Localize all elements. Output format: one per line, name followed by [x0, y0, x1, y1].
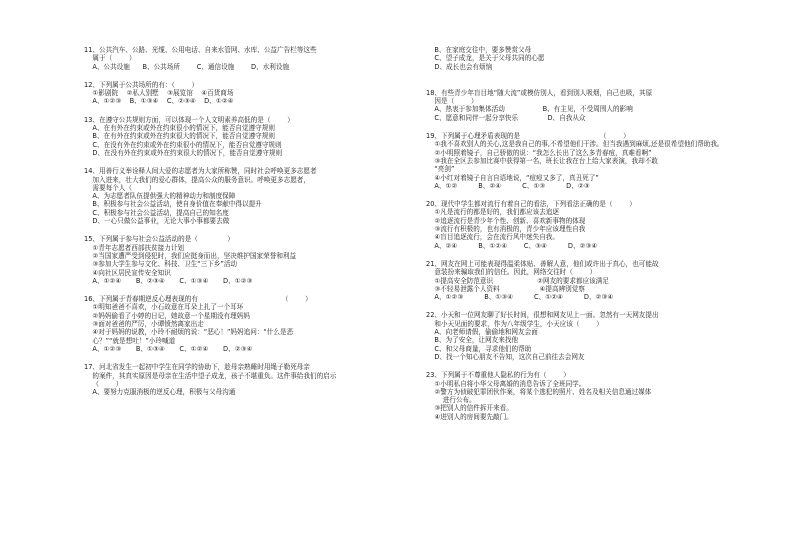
question-line: B、在家庭交往中，要多赞赏父母: [426, 46, 532, 54]
question-q20: [426, 200, 746, 250]
question-q19: [426, 132, 746, 190]
question-line: ④对于妈妈的说教，小玲不耐烦的说：“恶心！”妈妈追问：“什么是恶: [84, 328, 294, 337]
question-line: “亮剑”: [426, 165, 455, 174]
question-line: ③参加大学生参与文化、科技、卫生“三下乡”活动: [84, 260, 238, 269]
question-line: 11、公共汽车、公路、光缆、公用电话、自来水管网、水库、公益广告栏等这些: [84, 46, 317, 54]
question-q16: [84, 295, 396, 353]
question-line: B、积极参与社会公益活动，使自身价值在奉献中得以提升: [84, 200, 262, 209]
question-line: D、成长也会有烦恼: [426, 62, 493, 71]
question-line: A、①②④ B、②③④ C、①③④ D、①②③: [84, 276, 253, 285]
right-column: [426, 36, 746, 421]
question-line: 的案件，其真实原因是母亲在生活中望子成龙，孩子不堪重负。这件事给我们的启示: [84, 371, 337, 380]
question-line: ④小红对着镜子自言自语地说，“痘痘又多了，真丑死了”: [426, 173, 599, 182]
question-line: 进行公布。: [426, 396, 476, 405]
question-line: A、在有外在约束或外在约束很小的情况下，能否自觉遵守规则: [84, 124, 275, 133]
question-line: D、一心只做公益事业，无论大事小事都要去做: [84, 217, 230, 226]
question-line: 22、小天和一位网友聊了好长时间，很想和网友见上一面。忽然有一天网友提出: [426, 311, 659, 320]
left-column: [84, 36, 396, 396]
question-line: ④进别人的房间要先敲门。: [426, 412, 513, 421]
question-q13: [84, 116, 396, 157]
question-line: C、愿意和同伴一起分享快乐 D、自我从众: [426, 113, 586, 122]
question-line: ③不轻易泄露个人资料 ④提高辨别觉察: [426, 284, 585, 293]
question-line: A、①②③ B、①③④ C、②③④ D、①②④: [84, 97, 234, 106]
question-line: ③面对爸爸的严厉，小谭愤然离家出走: [84, 320, 204, 329]
question-line: ②当国家遭严受到侵犯时，我们应挺身而出，坚决维护国家荣誉和利益: [84, 251, 297, 260]
question-line: C、和父母商量，寻求他们的帮助: [426, 344, 532, 353]
question-line: A、热衷于参加集体活动 B、有主见，不受周围人的影响: [426, 105, 633, 114]
question-line: 属于（ ）: [84, 54, 136, 63]
question-q18: [426, 89, 746, 122]
question-line: ②追逐流行是青少年个性、创新、喜欢新事物的体现: [426, 216, 586, 225]
question-line: A、①②③ B、①③④ C、①②④ D、②③④: [426, 293, 614, 302]
question-line: 12、下列属于公共场所的有：（ ）: [84, 80, 199, 89]
question-line: 心？”“就是想吐！”小玲喊道: [84, 336, 176, 345]
question-q23: [426, 371, 746, 421]
question-line: 21、网友在网上可能表现得温柔体贴、善解人意，他们或许出于真心，也可能故: [426, 259, 659, 268]
question-line: ①提高安全防范意识 ②网友的要求都应该满足: [426, 276, 609, 285]
question-line: B、为了安全，让网友来找他: [426, 336, 519, 345]
question-q11: [84, 46, 396, 71]
question-line: 23、下列属于不尊重他人隐私的行为有（ ）: [426, 371, 570, 380]
question-line: B、在有外在约束或外在约束很大的情况下，能否自觉遵守规则: [84, 132, 275, 141]
question-line: ③我在全区去参加比赛中获得第一名，班长让我在台上给大家表演，我却不敢: [426, 156, 658, 165]
question-line: C、望子成龙，是关于父母共同的心愿: [426, 54, 545, 63]
question-line: 18、有些青少年盲目地“随大流”或模仿别人，看到别人吸烟，自己也吸，其原: [426, 88, 653, 97]
question-line: 需要每个人（ ）: [84, 183, 156, 192]
question-line: ①明知爸爸不喜欢，小石故意在耳朵上扎了一个耳环: [84, 303, 244, 312]
question-q21: [426, 260, 746, 301]
question-line: 17、河北省发生一起初中学生在同学的协助下，趁母亲熟睡时用绳子勒死母亲: [84, 363, 310, 372]
question-line: A、①②③ B、①③④ C、①②④ D、②③④: [84, 344, 253, 353]
question-line: ③流行有积极的，也有消极的，青少年应该理性自我: [426, 225, 586, 234]
question-line: ④盲目追逐流行，会在流行风中迷失自我。: [426, 233, 559, 242]
question-line: （ ）: [84, 379, 123, 388]
question-line: A、为志愿者队伍提供强大的精神动力和制度保障: [84, 192, 236, 201]
question-line: ②警方为侦破犯罪团伙作案，将某个逃犯的照片、姓名及相关信息通过媒体: [426, 387, 652, 396]
question-line: 因是（ ）: [426, 97, 478, 106]
question-q17b: [426, 46, 746, 71]
question-line: A、向老师请假，偷偷地和网友会面: [426, 328, 538, 337]
question-line: 13、在遵守公共规则方面，可以体现一个人文明素养高低的是（ ）: [84, 115, 294, 124]
question-line: C、积极参与社会公益活动，提高自己的知名度: [84, 208, 229, 217]
question-line: A、要努力克服消极的逆反心理，积极与父母沟通: [84, 388, 236, 397]
question-line: A、①② B、②④ C、①③ D、②③: [426, 181, 590, 190]
question-line: ①影剧院 ②私人别墅 ③展览馆 ④百货商场: [84, 89, 234, 98]
question-line: ①小明私自将小华父母离婚的消息告诉了全班同学。: [426, 379, 586, 388]
question-q22: [426, 311, 746, 361]
question-line: ①凡是流行的都是好的，我们都应该去追逐: [426, 208, 559, 217]
question-line: 19、下列属于心理矛盾表现的是 （ ）: [426, 132, 630, 141]
question-line: ③把别人的信件拆开来看。: [426, 404, 513, 413]
question-line: 意装扮来骗取我们的信任。因此，网络交往时（ ）: [426, 268, 597, 277]
question-line: C、在没有外在约束或外在约束很小的情况下，能否自觉遵守规则: [84, 140, 282, 149]
question-line: 14、用善行义举诠释人间大爱的志愿者为大家所称赞，同时社会呼唤更多志愿者: [84, 167, 317, 176]
question-line: D、找一个知心朋友不告知，这次自己前往去会网友: [426, 352, 585, 361]
question-line: 16、下列属于青春期逆反心理表现的有 （ ）: [84, 295, 312, 304]
question-line: D、在没有外在约束或外在约束很大的情况下，能否自觉遵守规则: [84, 148, 283, 157]
question-q15: [84, 235, 396, 285]
question-q17: [84, 363, 396, 396]
question-line: ④向社区居民宣传安全知识: [84, 268, 171, 277]
question-line: 15、下列属于参与社会公益活动的是（ ）: [84, 235, 234, 244]
question-line: ②妈妈偷看了小婷的日记，她故意一个星期没有理妈妈: [84, 311, 250, 320]
question-line: 20、现代中学生都对流行有着自己的看法，下列看法正确的是（ ）: [426, 200, 636, 209]
question-line: ②小明照着镜子，自己骄傲的说：“我怎么长出了这么多青春痘，真难看啊”: [426, 148, 652, 157]
question-line: 加入进来，壮大我们的爱心群体，提高公众的服务意识。呼唤更多志愿者，: [84, 175, 310, 184]
question-line: A、②④ B、①②④ C、③④ D、②③④: [426, 241, 598, 250]
question-q14: [84, 167, 396, 225]
question-line: 和小天见面的要求，作为八年级学生，小天应该（ ）: [426, 319, 603, 328]
question-q12: [84, 81, 396, 106]
question-line: A、公共设施 B、公共场所 C、通信设施 D、水利设施: [84, 62, 290, 71]
question-line: ①我不喜欢别人的关心,这是我自己的事,不希望他们干涉。但当我遇到麻烦,还是很希望他们帮助我。: [426, 140, 724, 149]
question-line: ①青年志愿者西部扶贫接力计划: [84, 243, 185, 252]
